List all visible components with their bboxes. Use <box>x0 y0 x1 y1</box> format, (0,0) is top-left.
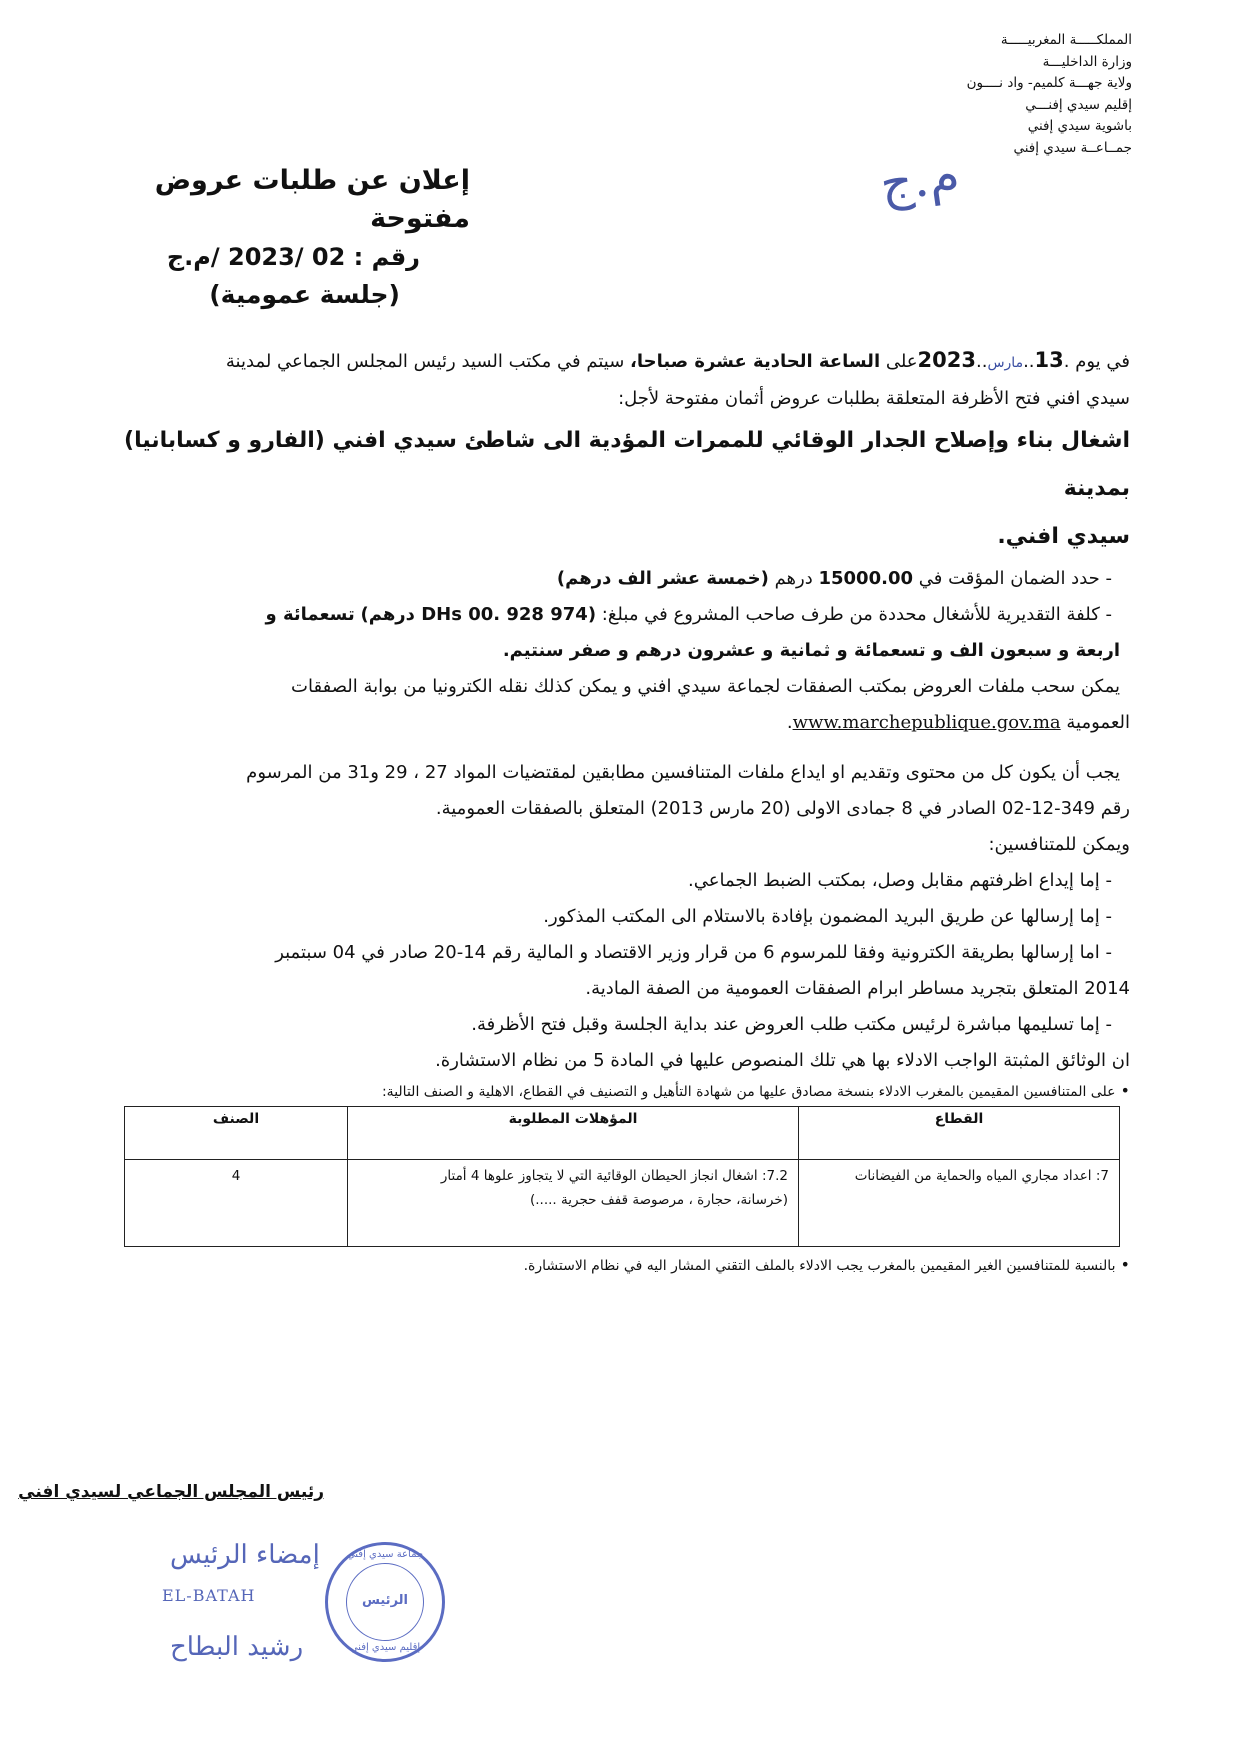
option-item-2: - إما إرسالها عن طريق البريد المضمون بإفادة بالاستلام الى المكتب المذكور. <box>116 899 1130 935</box>
content-rule-line-1: يجب أن يكون كل من محتوى وتقديم او ايداع ملفات المتنافسين مطابقين لمقتضيات المواد 27 ، 29 و31 من المرسوم <box>246 762 1120 783</box>
download-prefix: العمومية <box>1066 712 1130 733</box>
stamp-top-text: جماعة سيدي إفني <box>346 1549 424 1560</box>
qualification-line-2: (خرسانة، حجارة ، مرصوصة قفف حجرية .....) <box>529 1192 788 1208</box>
intro-year: 2023 <box>917 348 976 372</box>
residents-bullet: • على المتنافسين المقيمين بالمغرب الادلاء بنسخة مصادق عليها من شهادة التأهيل و التصنيف في القطاع، الاهلية و الصنف التالية: <box>116 1079 1130 1104</box>
guarantee-currency: درهم <box>774 568 813 589</box>
content-rule-line-2: رقم 349-12-02 الصادر في 8 جمادى الاولى (20 مارس 2013) المتعلق بالصفقات العمومية. <box>435 798 1130 819</box>
option-item-4: - إما تسليمها مباشرة لرئيس مكتب طلب العروض عند بداية الجلسة وقبل فتح الأظرفة. <box>116 1007 1130 1043</box>
header-line-ministry: وزارة الداخليـــة <box>1042 53 1132 70</box>
estimate-line-1 <box>116 597 1130 633</box>
cell-sector: 7: اعداد مجاري المياه والحماية من الفيضانات <box>799 1160 1120 1247</box>
estimate-line-2: اربعة و سبعون الف و تسعمائة و ثمانية و عشرون درهم و صفر سنتيم. <box>502 640 1120 661</box>
required-documents: ان الوثائق المثبتة الواجب الادلاء بها هي تلك المنصوص عليها في المادة 5 من نظام الاستشارة. <box>435 1050 1130 1071</box>
lot-title-line-1: اشغال بناء وإصلاح الجدار الوقائي للممرات المؤدية الى شاطئ سيدي افني (الفارو و كسابانيا) بمدينة <box>124 428 1130 501</box>
stamp-center-text: الرئيس <box>362 1593 408 1608</box>
announcement-title-block <box>90 162 470 314</box>
header-class: الصنف <box>125 1107 348 1160</box>
download-line-1: يمكن سحب ملفات العروض بمكتب الصفقات لجماعة سيدي افني و يمكن كذلك نقله الكترونيا من بوابة الصفقات <box>291 676 1120 697</box>
signatory-title: رئيس المجلس الجماعي لسيدي افني <box>18 1482 324 1502</box>
estimate-amount: (974 928 .00 DHs درهم) <box>360 604 597 625</box>
intro-day-prefix: في يوم . <box>1063 351 1130 372</box>
intro-at: على <box>885 351 918 372</box>
table-row <box>125 1160 1120 1247</box>
header-line-commune: جمــاعــة سيدي إفني <box>1013 139 1132 156</box>
non-residents-bullet: • بالنسبة للمتنافسين الغير المقيمين بالمغرب يجب الادلاء بالملف التقني المشار اليه في نظام الاستشارة. <box>116 1253 1130 1278</box>
header-line-region: ولاية جهـــة كلميم- واد نــــون <box>966 75 1132 91</box>
cell-class: 4 <box>125 1160 348 1247</box>
header-line-kingdom: المملكـــــة المغربيـــــة <box>1000 32 1132 48</box>
guarantee-prefix: حدد الضمان المؤقت في <box>918 568 1100 589</box>
guarantee-words: (خمسة عشر الف درهم) <box>556 568 769 589</box>
official-stamp <box>325 1542 445 1662</box>
lot-title-line-2: سيدي افني. <box>997 524 1130 549</box>
announcement-number: رقم : 02 /2023 /م.ج <box>166 243 420 271</box>
cell-qualifications <box>348 1160 799 1247</box>
option-item-3-continued: 2014 المتعلق بتجريد مساطر ابرام الصفقات العمومية من الصفة المادية. <box>585 978 1130 999</box>
stamp-bottom-text: إقليم سيدي إفني <box>349 1642 421 1653</box>
intro-month: مارس <box>987 355 1024 371</box>
intro-line-2: سيدي افني فتح الأظرفة المتعلقة بطلبات عروض أثمان مفتوحة لأجل: <box>618 388 1130 409</box>
download-suffix: . <box>786 712 793 733</box>
signature-area <box>150 1530 470 1720</box>
organization-header <box>832 30 1132 159</box>
option-item-3: - اما إرسالها بطريقة الكترونية وفقا للمرسوم 6 من قرار وزير الاقتصاد و المالية رقم 14-20 صادر في 04 سبتمبر <box>116 935 1130 971</box>
estimate-words-start: تسعمائة و <box>265 604 355 625</box>
options-intro: ويمكن للمتنافسين: <box>988 834 1130 855</box>
signature-name: رشيد البطاح <box>170 1632 304 1662</box>
download-line-2 <box>116 705 1130 741</box>
intro-time: الساعة الحادية عشرة صباحا، <box>630 351 881 372</box>
qualification-line-1: 7.2: اشغال انجاز الحيطان الوقائية التي لا يتجاوز علوها 4 أمتار <box>440 1168 788 1184</box>
intro-rest: سيتم في مكتب السيد رئيس المجلس الجماعي لمدينة <box>225 351 625 372</box>
announcement-title: إعلان عن طلبات عروض مفتوحة <box>154 165 470 234</box>
qualification-table <box>124 1106 1120 1247</box>
guarantee-line <box>116 561 1130 597</box>
intro-day: 13 <box>1034 348 1064 372</box>
signature-label: إمضاء الرئيس <box>170 1540 320 1570</box>
option-item-1: - إما إيداع اظرفتهم مقابل وصل، بمكتب الضبط الجماعي. <box>116 863 1130 899</box>
table-header-row <box>125 1107 1120 1160</box>
header-qualifications: المؤهلات المطلوبة <box>348 1107 799 1160</box>
guarantee-amount: 15000.00 <box>818 568 913 589</box>
session-type: (جلسة عمومية) <box>209 280 400 309</box>
header-line-pashalik: باشوية سيدي إفني <box>1027 118 1132 134</box>
handwritten-reference-mark: م.ج <box>876 144 963 214</box>
header-sector: القطاع <box>799 1107 1120 1160</box>
header-line-province: إقليم سيدي إفنـــي <box>1025 96 1132 113</box>
estimate-prefix: كلفة التقديرية للأشغال محددة من طرف صاحب المشروع في مبلغ: <box>601 604 1100 625</box>
procurement-portal-link[interactable]: www.marchepublique.gov.ma <box>792 712 1061 733</box>
announcement-body <box>116 342 1130 1278</box>
intro-line-1: في يوم .13..مارس..2023على الساعة الحادية عشرة صباحا، سيتم في مكتب السيد رئيس المجلس الجماعي لمدينة <box>225 348 1130 372</box>
signature-latin: EL-BATAH <box>162 1586 256 1605</box>
